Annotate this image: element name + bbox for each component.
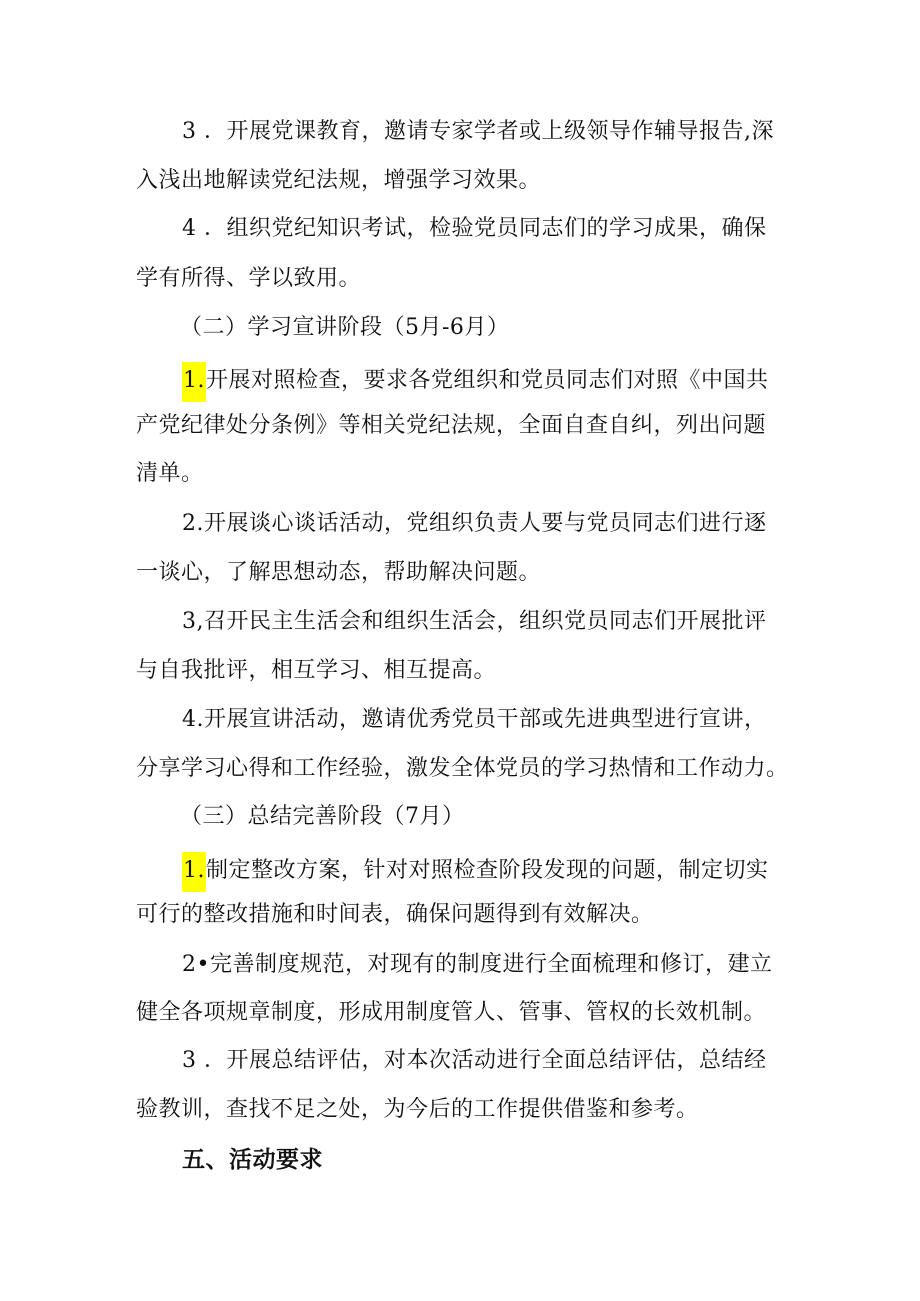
chapter-heading: 五、活动要求 bbox=[182, 1147, 323, 1173]
item-number: 2• bbox=[182, 952, 210, 977]
item-number: 3 ． bbox=[182, 119, 227, 144]
line-text: 开展党课教育，邀请专家学者或上级领导作辅导报告,深 bbox=[226, 119, 774, 144]
paragraph-line bbox=[136, 411, 766, 441]
paragraph-line bbox=[182, 214, 767, 244]
paragraph-line bbox=[182, 852, 769, 892]
paragraph-line bbox=[136, 1095, 699, 1125]
paragraph-line bbox=[136, 900, 654, 930]
paragraph-line bbox=[136, 166, 541, 196]
paragraph-line bbox=[182, 607, 767, 637]
paragraph-line bbox=[136, 558, 541, 588]
paragraph-line bbox=[182, 705, 767, 735]
line-text: 健全各项规章制度，形成用制度管人、管事、管权的长效机制。 bbox=[136, 1000, 767, 1025]
line-text: 验教训，查找不足之处，为今后的工作提供借鉴和参考。 bbox=[136, 1097, 699, 1122]
line-text: 一谈心，了解思想动态，帮助解决问题。 bbox=[136, 560, 542, 585]
line-text: 开展对照检查，要求各党组织和党员同志们对照《中国共 bbox=[206, 368, 769, 393]
item-number: 2. bbox=[182, 511, 204, 536]
line-text: 开展总结评估，对本次活动进行全面总结评估，总结经 bbox=[226, 1048, 767, 1073]
paragraph-line bbox=[182, 509, 767, 539]
item-number: 3 ． bbox=[182, 1048, 227, 1073]
line-text: 开展谈心谈话活动，党组织负责人要与党员同志们进行逐 bbox=[204, 511, 767, 536]
paragraph-line bbox=[136, 264, 361, 294]
highlighted-item-number: 1. bbox=[182, 362, 206, 402]
item-number: 4 ． bbox=[182, 216, 227, 241]
line-text: 清单。 bbox=[136, 461, 204, 486]
paragraph-line bbox=[182, 1046, 767, 1076]
line-text: 可行的整改措施和时间表，确保问题得到有效解决。 bbox=[136, 902, 654, 927]
item-number: 4. bbox=[182, 707, 204, 732]
paragraph-line bbox=[182, 950, 773, 980]
line-text: 分享学习心得和工作经验，激发全体党员的学习热情和工作动力。 bbox=[136, 756, 789, 781]
highlighted-item-number: 1. bbox=[182, 852, 206, 892]
section-heading: （二）学习宣讲阶段（5月-6月） bbox=[180, 315, 510, 340]
paragraph-line bbox=[136, 998, 766, 1028]
line-text: 与自我批评，相互学习、相互提高。 bbox=[136, 658, 497, 683]
paragraph-line bbox=[136, 656, 496, 686]
line-text: 组织党纪知识考试，检验党员同志们的学习成果，确保 bbox=[226, 216, 767, 241]
paragraph-line bbox=[182, 362, 769, 402]
line-text: 学有所得、学以致用。 bbox=[136, 266, 362, 291]
line-text: 完善制度规范，对现有的制度进行全面梳理和修订，建立 bbox=[209, 952, 773, 977]
line-text: 制定整改方案，针对对照检查阶段发现的问题，制定切实 bbox=[206, 858, 769, 883]
line-text: 入浅出地解读党纪法规，增强学习效果。 bbox=[136, 168, 542, 193]
paragraph-line bbox=[136, 459, 204, 489]
line-text: 开展宣讲活动，邀请优秀党员干部或先进典型进行宣讲， bbox=[204, 707, 767, 732]
paragraph-line bbox=[136, 754, 789, 784]
line-text: 召开民主生活会和组织生活会，组织党员同志们开展批评 bbox=[204, 609, 767, 634]
line-text: 产党纪律处分条例》等相关党纪法规，全面自查自纠，列出问题 bbox=[136, 413, 767, 438]
item-number: 3, bbox=[182, 609, 204, 634]
section-heading: （三）总结完善阶段（7月） bbox=[180, 804, 465, 829]
paragraph-line bbox=[182, 117, 774, 147]
